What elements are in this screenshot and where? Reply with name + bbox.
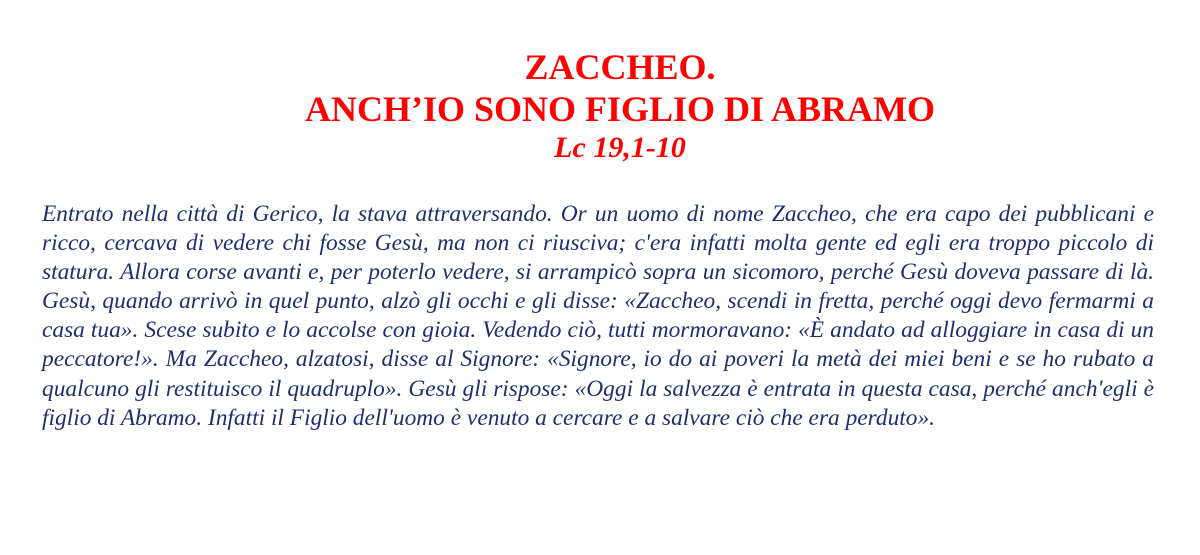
page-header xyxy=(0,46,1200,166)
scripture-reference: Lc 19,1-10 xyxy=(554,131,686,164)
gospel-passage: Entrato nella città di Gerico, la stava attraversando. Or un uomo di nome Zaccheo, che era capo dei pubblicani e ricco, cercava di vedere chi fosse Gesù, ma non ci riusciva; c'era infatti molta gente ed egli era troppo piccolo di statura. Allora corse avanti e, per poterlo vedere, si arrampicò sopra un sicomoro, perché Gesù doveva passare di là. Gesù, quando arrivò in quel punto, alzò gli occhi e gli disse: «Zaccheo, scendi in fretta, perché oggi devo fermarmi a casa tua». Scese subito e lo accolse con gioia. Vedendo ciò, tutti mormoravano: «È andato ad alloggiare in casa di un peccatore!». Ma Zaccheo, alzatosi, disse al Signore: «Signore, io do ai poveri la metà dei miei beni e se ho rubato a qualcuno gli restituisco il quadruplo». Gesù gli rispose: «Oggi la salvezza è entrata in questa casa, perché anch'egli è figlio di Abramo. Infatti il Figlio dell'uomo è venuto a cercare e a salvare ciò che era perduto». xyxy=(42,201,1154,431)
page-title: ZACCHEO. xyxy=(524,47,716,87)
page-subtitle: ANCH’IO SONO FIGLIO DI ABRAMO xyxy=(304,89,936,129)
